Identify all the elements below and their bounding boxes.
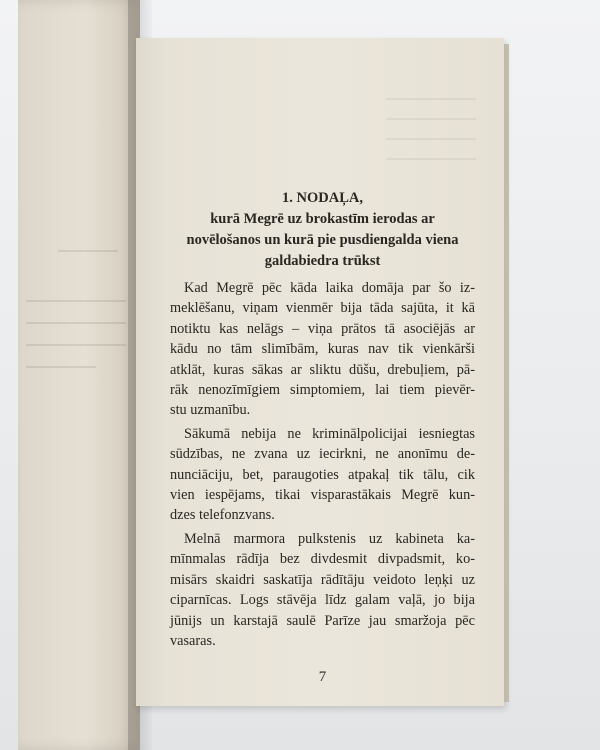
text-line: dzes telefonzvans. <box>170 507 275 524</box>
show-through-line <box>386 158 476 160</box>
text-line: kādu no tām slimībām, kuras nav tik vienkārši <box>170 341 475 358</box>
text-line: vien iespējams, tikai visparastākais Megrē kun- <box>170 487 475 504</box>
show-through-line <box>386 138 476 140</box>
text-line: notiktu kas nelāgs – viņa prātos tā asociējās ar <box>170 320 475 337</box>
text-line: meklēšanu, viņam vienmēr bija tāda sajūta, it kā <box>170 300 475 317</box>
page-number: 7 <box>318 669 327 685</box>
text-line: nunciāciju, bet, paraugoties atpakaļ tik tālu, cik <box>170 466 475 483</box>
text-line: Kad Megrē pēc kāda laika domāja par šo iz- <box>184 280 475 296</box>
paragraph <box>170 529 475 651</box>
text-line: Melnā marmora pulkstenis uz kabineta ka- <box>184 530 475 547</box>
show-through-line <box>58 250 118 252</box>
text-line: jūnijs un karstajā saulē Parīze jau smaržoja pēc <box>170 612 475 629</box>
body-text <box>170 278 475 654</box>
left-page <box>18 0 140 750</box>
chapter-subtitle-line: novēlošanos un kurā pie pusdiengalda viena <box>186 232 459 248</box>
text-line: misārs skaidri saskatīja rādītāju veidoto leņķi uz <box>170 571 475 588</box>
text-line: ciparnīcas. Logs stāvēja līdz galam vaļā, jo bija <box>170 592 475 609</box>
chapter-subtitle-line: kurā Megrē uz brokastīm ierodas ar <box>210 211 435 227</box>
text-line: mīnmalas rādīja bez divdesmit divpadsmit, ko- <box>170 551 475 568</box>
chapter-heading <box>170 188 475 272</box>
paragraph <box>170 424 475 526</box>
show-through-line <box>26 322 126 324</box>
text-line: stu uzmanību. <box>170 402 251 419</box>
text-line: atklāt, kuras sākas ar sliktu dūšu, drebuļiem, pā- <box>170 361 475 378</box>
text-line: vasaras. <box>170 632 216 649</box>
show-through-line <box>26 300 126 302</box>
text-line: rāk nenozīmīgiem simptomiem, lai tiem pievēr- <box>170 382 475 399</box>
page-stack-edge <box>504 44 509 702</box>
text-line: Sākumā nebija ne kriminālpolicijai iesniegtas <box>184 425 475 442</box>
chapter-title: 1. NODAĻA, <box>282 190 363 206</box>
show-through-line <box>26 344 126 346</box>
show-through-line <box>386 98 476 100</box>
paragraph <box>170 278 475 421</box>
text-line: sūdzības, ne zvana uz iecirkni, ne anonīmu de- <box>170 446 475 463</box>
chapter-subtitle-line: galdabiedra trūkst <box>264 253 381 269</box>
right-page <box>136 38 504 706</box>
show-through-line <box>386 118 476 120</box>
show-through-line <box>26 366 96 368</box>
